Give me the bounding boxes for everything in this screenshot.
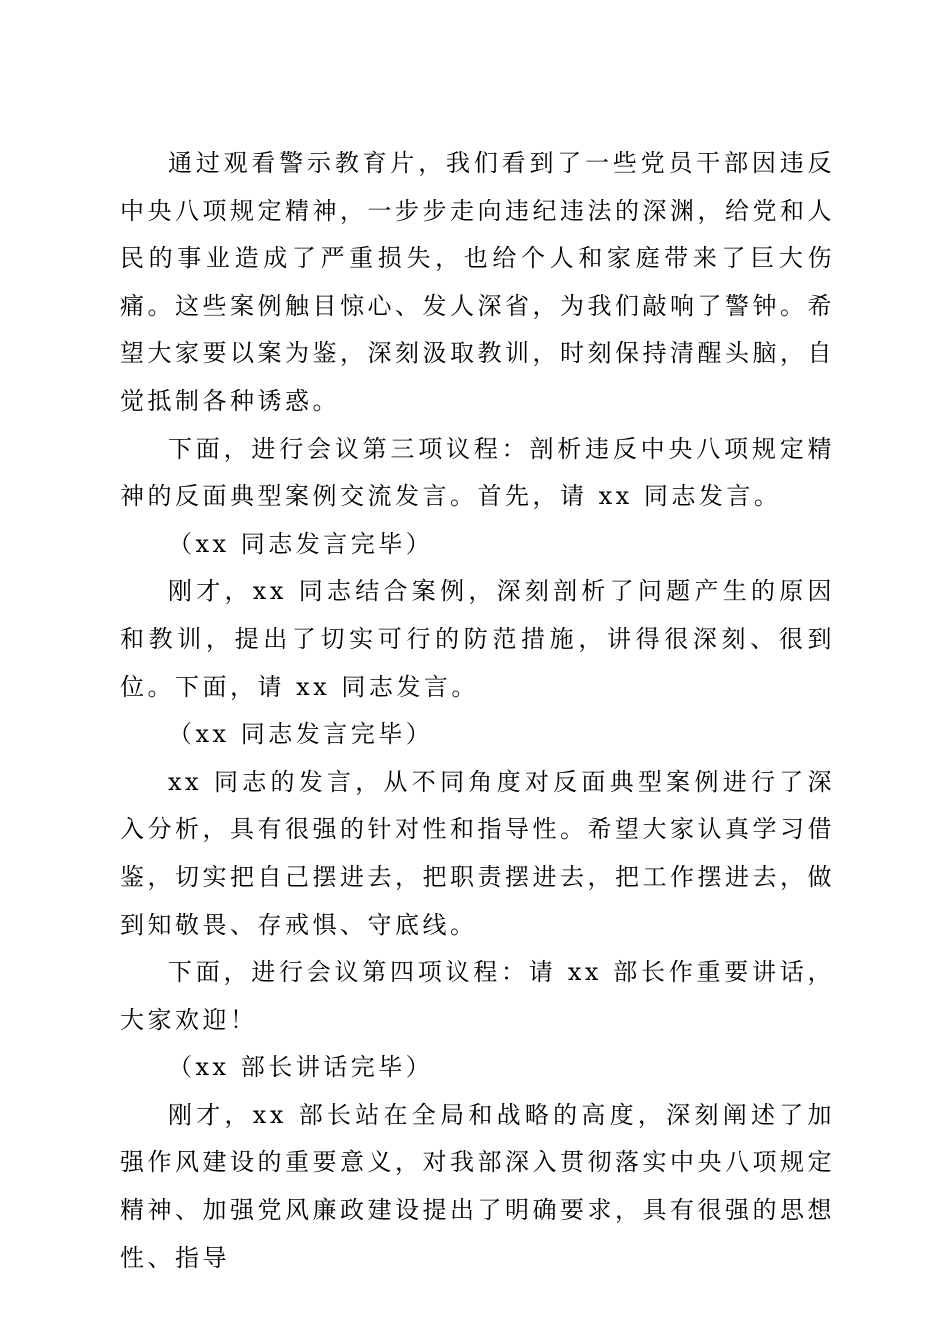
- note-speech-finished-1: （xx 同志发言完毕）: [168, 529, 434, 558]
- paragraph-agenda-four: 下面，进行会议第四项议程：请 xx 部长作重要讲话，大家欢迎！: [120, 958, 835, 1034]
- paragraph-comment-minister: 刚才，xx 部长站在全局和战略的高度，深刻阐述了加强作风建设的重要意义，对我部深入贯彻落实中央八项规定精神、加强党风廉政建设提出了明确要求，具有很强的思想性、指导: [120, 1100, 835, 1272]
- document-body: [120, 140, 835, 1282]
- paragraph-warning-film: 通过观看警示教育片，我们看到了一些党员干部因违反中央八项规定精神，一步步走向违纪违法的深渊，给党和人民的事业造成了严重损失，也给个人和家庭带来了巨大伤痛。这些案例触目惊心、发人深省，为我们敲响了警钟。希望大家要以案为鉴，深刻汲取教训，时刻保持清醒头脑，自觉抵制各种诱惑。: [120, 149, 835, 415]
- paragraph-agenda-three: 下面，进行会议第三项议程：剖析违反中央八项规定精神的反面典型案例交流发言。首先，请 xx 同志发言。: [120, 434, 835, 511]
- paragraph-comment-second-speech: xx 同志的发言，从不同角度对反面典型案例进行了深入分析，具有很强的针对性和指导性。希望大家认真学习借鉴，切实把自己摆进去，把职责摆进去，把工作摆进去，做到知敬畏、存戒惧、守底线。: [120, 767, 835, 939]
- note-minister-finished: （xx 部长讲话完毕）: [168, 1053, 434, 1082]
- paragraph-comment-first-speech: 刚才，xx 同志结合案例，深刻剖析了问题产生的原因和教训，提出了切实可行的防范措施，讲得很深刻、很到位。下面，请 xx 同志发言。: [120, 577, 835, 701]
- note-speech-finished-2: （xx 同志发言完毕）: [168, 720, 434, 749]
